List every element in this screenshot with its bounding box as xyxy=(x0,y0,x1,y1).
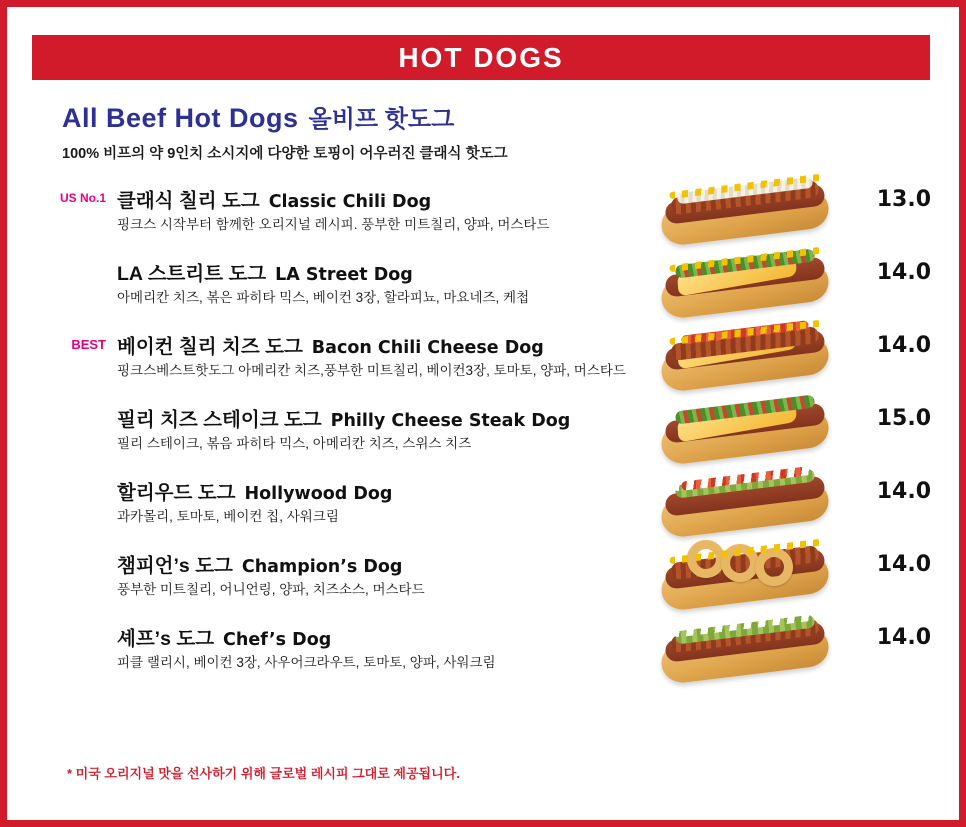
item-description: 피클 랠리시, 베이컨 3장, 사우어크라우트, 토마토, 양파, 사워크림 xyxy=(117,655,496,670)
item-description: 핑크스베스트핫도그 아메리칸 치즈,풍부한 미트칠리, 베이컨3장, 토마토, 양파, 머스타드 xyxy=(117,363,626,378)
item-name-row xyxy=(117,623,331,651)
item-name-english: Hollywood Dog xyxy=(244,484,393,504)
item-price: 13.0 xyxy=(876,187,931,212)
item-price: 14.0 xyxy=(876,260,931,285)
item-description: 과카몰리, 토마토, 베이컨 칩, 사워크림 xyxy=(117,509,339,524)
menu-item[interactable] xyxy=(7,396,966,469)
section-title-korean: 올비프 핫도그 xyxy=(308,106,455,133)
item-name-row xyxy=(117,404,570,432)
item-name-korean: 할리우드 도그 xyxy=(117,482,236,504)
section-subtitle: 100% 비프의 약 9인치 소시지에 다양한 토핑이 어우러진 클래식 핫도그 xyxy=(62,146,508,162)
item-name-english: Champion’s Dog xyxy=(241,557,403,577)
item-name-korean: 필리 치즈 스테이크 도그 xyxy=(117,409,322,431)
item-price: 14.0 xyxy=(876,479,931,504)
item-name-korean: 클래식 칠리 도그 xyxy=(117,190,260,212)
item-name-row xyxy=(117,550,402,578)
item-price: 14.0 xyxy=(876,552,931,577)
item-name-row xyxy=(117,477,392,505)
item-description: 필리 스테이크, 볶음 파히타 믹스, 아메리칸 치즈, 스위스 치즈 xyxy=(117,436,472,451)
section-title-row xyxy=(62,99,922,134)
page-title: HOT DOGS xyxy=(398,41,564,73)
item-badge: BEST xyxy=(71,337,106,352)
section-title-english: All Beef Hot Dogs xyxy=(62,103,299,133)
menu-item[interactable] xyxy=(7,615,966,688)
menu-item[interactable] xyxy=(7,250,966,323)
item-name-korean: 챔피언’s 도그 xyxy=(117,555,233,577)
item-name-row xyxy=(117,185,431,213)
menu-item[interactable] xyxy=(7,469,966,542)
item-description: 풍부한 미트칠리, 어니언링, 양파, 치즈소스, 머스타드 xyxy=(117,582,425,597)
item-badge: US No.1 xyxy=(59,191,106,205)
item-name-korean: LA 스트리트 도그 xyxy=(117,263,267,285)
item-name-korean: 셰프’s 도그 xyxy=(117,628,215,650)
menu-item[interactable] xyxy=(7,323,966,396)
item-name-english: Bacon Chili Cheese Dog xyxy=(311,338,544,358)
menu-list xyxy=(7,177,966,688)
item-price: 14.0 xyxy=(876,333,931,358)
footnote: * 미국 오리지널 맛을 선사하기 위해 글로벌 레시피 그대로 제공됩니다. xyxy=(67,766,460,781)
item-name-korean: 베이컨 칠리 치즈 도그 xyxy=(117,336,303,358)
item-name-row xyxy=(117,331,544,359)
item-price: 15.0 xyxy=(876,406,931,431)
section-heading xyxy=(62,99,922,163)
item-description: 핑크스 시작부터 함께한 오리지널 레시피. 풍부한 미트칠리, 양파, 머스타드 xyxy=(117,217,550,232)
chefs-dog-photo xyxy=(647,607,842,693)
menu-item[interactable] xyxy=(7,542,966,615)
menu-item[interactable] xyxy=(7,177,966,250)
page-header-banner xyxy=(32,35,930,80)
item-name-english: LA Street Dog xyxy=(275,265,413,285)
item-name-english: Philly Cheese Steak Dog xyxy=(330,411,571,431)
item-price: 14.0 xyxy=(876,625,931,650)
item-name-row xyxy=(117,258,413,286)
item-description: 아메리칸 치즈, 볶은 파히타 믹스, 베이컨 3장, 할라피뇨, 마요네즈, 케첩 xyxy=(117,290,530,305)
item-name-english: Chef’s Dog xyxy=(223,630,332,650)
item-name-english: Classic Chili Dog xyxy=(268,192,432,212)
